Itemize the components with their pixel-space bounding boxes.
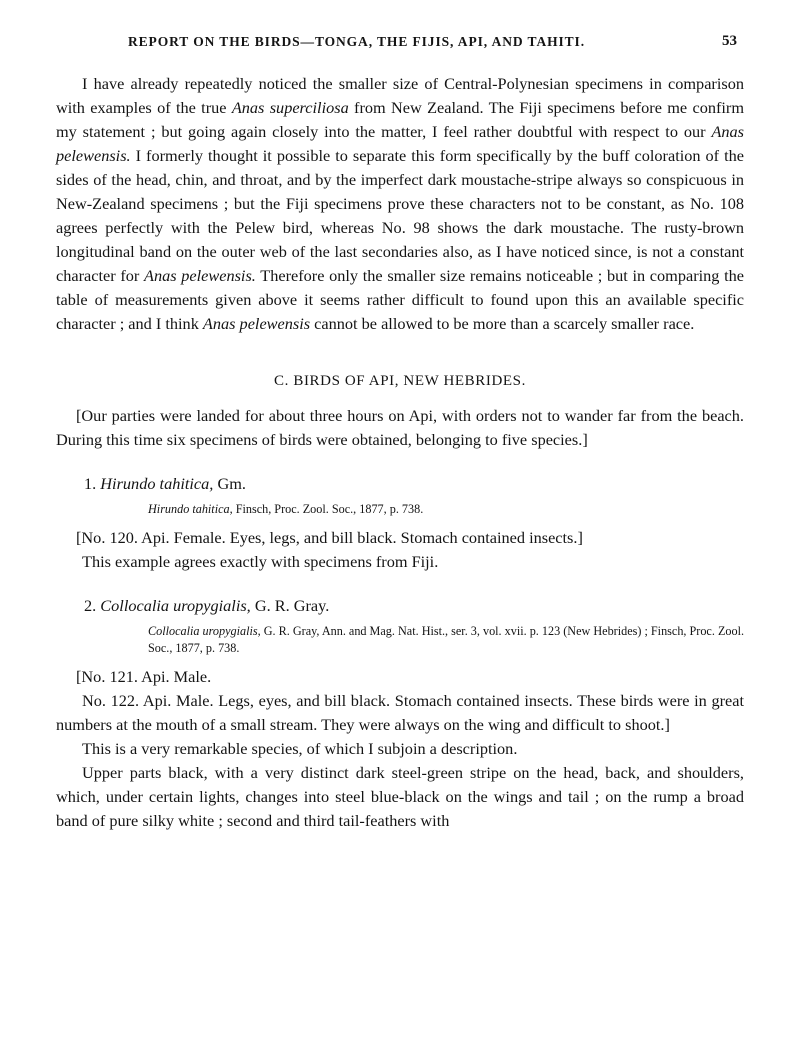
intro-paragraph (56, 72, 744, 336)
species-author: Gm. (217, 474, 246, 493)
intro-text-c: I formerly thought it possible to separate this form specifically by the buff coloration of the sides of the head, chin, and throat, and by the imperfect dark moustache-stripe always so conspicuous in New-Zealand specimens ; but the Fiji specimens prove these characters not to be constant, as No. 108 agrees perfectly with the Pelew bird, whereas No. 98 shows the dark moustache. The rusty-brown longitudinal band on the outer web of the last secondaries also, as I have noticed since, is not a constant character for (56, 146, 744, 285)
species-ref-anas-pelewensis: Anas pelewensis. (56, 122, 744, 165)
reference-species-name: Hirundo tahitica, (148, 502, 233, 516)
species-heading-2 (56, 594, 744, 618)
species-ref-anas-superciliosa: Anas superciliosa (231, 98, 349, 117)
intro-text-d: Therefore only the smaller size remains noticeable ; but in comparing the table of measurements given above it seems rather difficult to found upon this an available specific character ; and I think (56, 266, 744, 333)
species-name: Collocalia uropygialis, (100, 596, 251, 615)
intro-text-a: I have already repeatedly noticed the smaller size of Central-Polynesian specimens in comparison with examples of the true (56, 74, 744, 117)
species-number: 2. (84, 596, 97, 615)
species-name: Hirundo tahitica, (100, 474, 214, 493)
species-reference-2 (56, 623, 744, 657)
specimen-note-122: No. 122. Api. Male. Legs, eyes, and bill black. Stomach contained insects. These birds were in great numbers at the mouth of a small stream. They were always on the wing and difficult to shoot.] (56, 691, 744, 734)
intro-text-e: cannot be allowed to be more than a scarcely smaller race. (310, 314, 695, 333)
intro-text-b: from New Zealand. The Fiji specimens before me confirm my statement ; but going again closely into the matter, I feel rather doubtful with respect to our (56, 98, 745, 141)
specimen-note-121: [No. 121. Api. Male. (76, 667, 212, 686)
reference-text: G. R. Gray, Ann. and Mag. Nat. Hist., ser. 3, vol. xvii. p. 123 (New Hebrides) ; Finsch, Proc. Zool. Soc., 1877, p. 738. (148, 624, 745, 655)
reference-text: Finsch, Proc. Zool. Soc., 1877, p. 738. (235, 502, 424, 516)
specimen-note-120: [No. 120. Api. Female. Eyes, legs, and bill black. Stomach contained insects.] (76, 528, 583, 547)
species-ref-anas-pelewensis-2: Anas pelewensis. (144, 266, 256, 285)
section-intro: [Our parties were landed for about three hours on Api, with orders not to wander far from the beach. During this time six specimens of birds were obtained, belonging to five species.] (56, 406, 744, 449)
page-header (0, 34, 800, 58)
section-title: C. BIRDS OF API, NEW HEBRIDES. (274, 373, 526, 389)
species-heading-1 (56, 472, 744, 496)
species-remark-2: This is a very remarkable species, of which I subjoin a description. (82, 739, 518, 758)
species-author: G. R. Gray. (254, 596, 330, 615)
page-number: 53 (722, 33, 737, 49)
species-reference-1 (56, 501, 744, 518)
page-body (56, 72, 744, 833)
running-head: REPORT ON THE BIRDS—TONGA, THE FIJIS, API, AND TAHITI. (128, 34, 585, 49)
species-remark-1: This example agrees exactly with specimens from Fiji. (82, 552, 439, 571)
species-number: 1. (84, 474, 97, 493)
species-ref-anas-pelewensis-3: Anas pelewensis (202, 314, 311, 333)
species-description: Upper parts black, with a very distinct dark steel-green stripe on the head, back, and shoulders, which, under certain lights, changes into steel blue-black on the wings and tail ; on the rump a broad band of pure silky white ; second and third tail-feathers with (56, 763, 744, 830)
reference-species-name: Collocalia uropygialis, (148, 624, 261, 638)
